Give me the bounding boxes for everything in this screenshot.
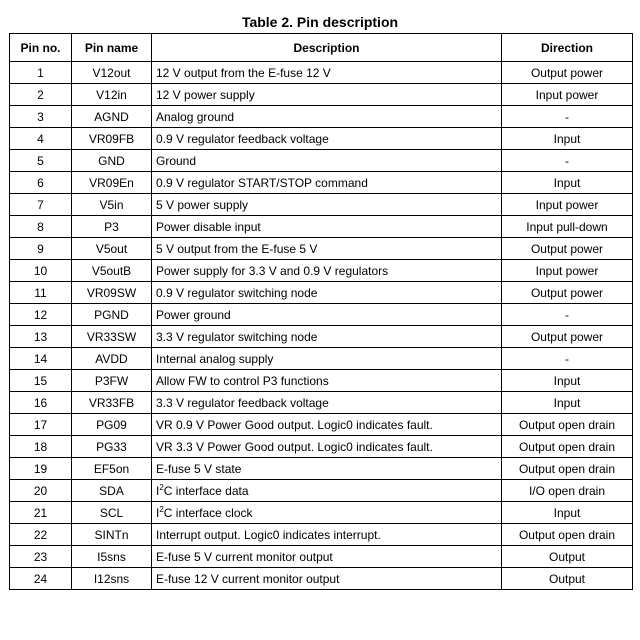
description-cell: Analog ground <box>152 106 502 128</box>
table-row <box>10 502 633 524</box>
table-body <box>10 62 633 590</box>
pin-name-cell: EF5on <box>72 458 152 480</box>
header-pin-name: Pin name <box>72 34 152 62</box>
pin-number-cell: 20 <box>10 480 72 502</box>
table-row <box>10 62 633 84</box>
pin-number-cell: 3 <box>10 106 72 128</box>
pin-name-cell: P3FW <box>72 370 152 392</box>
direction-cell: Input power <box>502 84 633 106</box>
pin-number-cell: 7 <box>10 194 72 216</box>
description-prefix: I <box>156 483 160 498</box>
description-cell: VR 3.3 V Power Good output. Logic0 indicates fault. <box>152 436 502 458</box>
pin-number-cell: 21 <box>10 502 72 524</box>
pin-number-cell: 16 <box>10 392 72 414</box>
description-cell: Allow FW to control P3 functions <box>152 370 502 392</box>
table-row <box>10 238 633 260</box>
direction-cell: Input <box>502 128 633 150</box>
description-superscript: 2 <box>159 504 164 514</box>
table-row <box>10 150 633 172</box>
description-cell: E-fuse 5 V current monitor output <box>152 546 502 568</box>
direction-cell: Input <box>502 370 633 392</box>
description-suffix: C interface data <box>163 483 249 498</box>
description-suffix: C interface clock <box>163 505 253 520</box>
direction-cell: - <box>502 106 633 128</box>
direction-cell: Input power <box>502 194 633 216</box>
description-cell: Ground <box>152 150 502 172</box>
direction-cell: Output open drain <box>502 436 633 458</box>
table-row <box>10 216 633 238</box>
direction-cell: I/O open drain <box>502 480 633 502</box>
description-cell: Power ground <box>152 304 502 326</box>
table-row <box>10 524 633 546</box>
direction-cell: Output <box>502 546 633 568</box>
description-cell: 5 V output from the E-fuse 5 V <box>152 238 502 260</box>
description-cell: 0.9 V regulator START/STOP command <box>152 172 502 194</box>
table-row <box>10 304 633 326</box>
table-row <box>10 370 633 392</box>
description-cell: 3.3 V regulator switching node <box>152 326 502 348</box>
table-row <box>10 348 633 370</box>
table-row <box>10 172 633 194</box>
direction-cell: Input pull-down <box>502 216 633 238</box>
pin-number-cell: 2 <box>10 84 72 106</box>
pin-name-cell: V12out <box>72 62 152 84</box>
pin-number-cell: 13 <box>10 326 72 348</box>
pin-number-cell: 11 <box>10 282 72 304</box>
table-row <box>10 282 633 304</box>
table-row <box>10 326 633 348</box>
direction-cell: Output power <box>502 326 633 348</box>
pin-number-cell: 15 <box>10 370 72 392</box>
pin-name-cell: P3 <box>72 216 152 238</box>
description-cell: VR 0.9 V Power Good output. Logic0 indicates fault. <box>152 414 502 436</box>
description-cell: 3.3 V regulator feedback voltage <box>152 392 502 414</box>
table-row <box>10 458 633 480</box>
direction-cell: Output open drain <box>502 414 633 436</box>
pin-name-cell: VR09En <box>72 172 152 194</box>
table-row <box>10 194 633 216</box>
description-cell: Interrupt output. Logic0 indicates interrupt. <box>152 524 502 546</box>
pin-name-cell: V5in <box>72 194 152 216</box>
pin-number-cell: 8 <box>10 216 72 238</box>
pin-name-cell: PGND <box>72 304 152 326</box>
direction-cell: Input <box>502 172 633 194</box>
pin-name-cell: SINTn <box>72 524 152 546</box>
pin-description-table <box>9 33 633 590</box>
description-cell: Power disable input <box>152 216 502 238</box>
pin-name-cell: I5sns <box>72 546 152 568</box>
pin-name-cell: VR09FB <box>72 128 152 150</box>
pin-name-cell: VR33FB <box>72 392 152 414</box>
description-cell: E-fuse 12 V current monitor output <box>152 568 502 590</box>
pin-number-cell: 1 <box>10 62 72 84</box>
pin-number-cell: 18 <box>10 436 72 458</box>
pin-name-cell: V5out <box>72 238 152 260</box>
pin-number-cell: 6 <box>10 172 72 194</box>
table-row <box>10 568 633 590</box>
description-cell: E-fuse 5 V state <box>152 458 502 480</box>
pin-name-cell: V5outB <box>72 260 152 282</box>
header-row <box>10 34 633 62</box>
description-cell: Internal analog supply <box>152 348 502 370</box>
direction-cell: Output power <box>502 62 633 84</box>
description-cell: 0.9 V regulator switching node <box>152 282 502 304</box>
pin-number-cell: 22 <box>10 524 72 546</box>
description-cell: 5 V power supply <box>152 194 502 216</box>
pin-name-cell: SCL <box>72 502 152 524</box>
pin-name-cell: V12in <box>72 84 152 106</box>
pin-number-cell: 9 <box>10 238 72 260</box>
direction-cell: Input <box>502 392 633 414</box>
description-prefix: I <box>156 505 160 520</box>
table-caption: Table 2. Pin description <box>241 14 399 30</box>
direction-cell: - <box>502 304 633 326</box>
pin-number-cell: 10 <box>10 260 72 282</box>
description-cell: 12 V output from the E-fuse 12 V <box>152 62 502 84</box>
direction-cell: Output open drain <box>502 524 633 546</box>
direction-cell: Output power <box>502 238 633 260</box>
direction-cell: - <box>502 150 633 172</box>
direction-cell: - <box>502 348 633 370</box>
description-cell <box>152 480 502 502</box>
pin-name-cell: PG33 <box>72 436 152 458</box>
header-pin-no: Pin no. <box>10 34 72 62</box>
pin-number-cell: 4 <box>10 128 72 150</box>
pin-number-cell: 14 <box>10 348 72 370</box>
pin-number-cell: 23 <box>10 546 72 568</box>
pin-name-cell: GND <box>72 150 152 172</box>
pin-name-cell: AGND <box>72 106 152 128</box>
pin-number-cell: 17 <box>10 414 72 436</box>
pin-name-cell: PG09 <box>72 414 152 436</box>
direction-cell: Output <box>502 568 633 590</box>
table-row <box>10 260 633 282</box>
table-row <box>10 84 633 106</box>
description-cell: 12 V power supply <box>152 84 502 106</box>
table-row <box>10 414 633 436</box>
header-direction: Direction <box>502 34 633 62</box>
table-row <box>10 128 633 150</box>
pin-number-cell: 19 <box>10 458 72 480</box>
pin-number-cell: 12 <box>10 304 72 326</box>
description-cell: Power supply for 3.3 V and 0.9 V regulators <box>152 260 502 282</box>
direction-cell: Output open drain <box>502 458 633 480</box>
table-row <box>10 106 633 128</box>
direction-cell: Input power <box>502 260 633 282</box>
pin-name-cell: VR33SW <box>72 326 152 348</box>
table-row <box>10 546 633 568</box>
header-description: Description <box>152 34 502 62</box>
description-cell: 0.9 V regulator feedback voltage <box>152 128 502 150</box>
direction-cell: Input <box>502 502 633 524</box>
pin-name-cell: AVDD <box>72 348 152 370</box>
table-row <box>10 436 633 458</box>
description-cell <box>152 502 502 524</box>
table-row <box>10 480 633 502</box>
pin-number-cell: 24 <box>10 568 72 590</box>
pin-name-cell: SDA <box>72 480 152 502</box>
pin-name-cell: VR09SW <box>72 282 152 304</box>
pin-number-cell: 5 <box>10 150 72 172</box>
pin-name-cell: I12sns <box>72 568 152 590</box>
description-superscript: 2 <box>159 482 164 492</box>
table-row <box>10 392 633 414</box>
direction-cell: Output power <box>502 282 633 304</box>
